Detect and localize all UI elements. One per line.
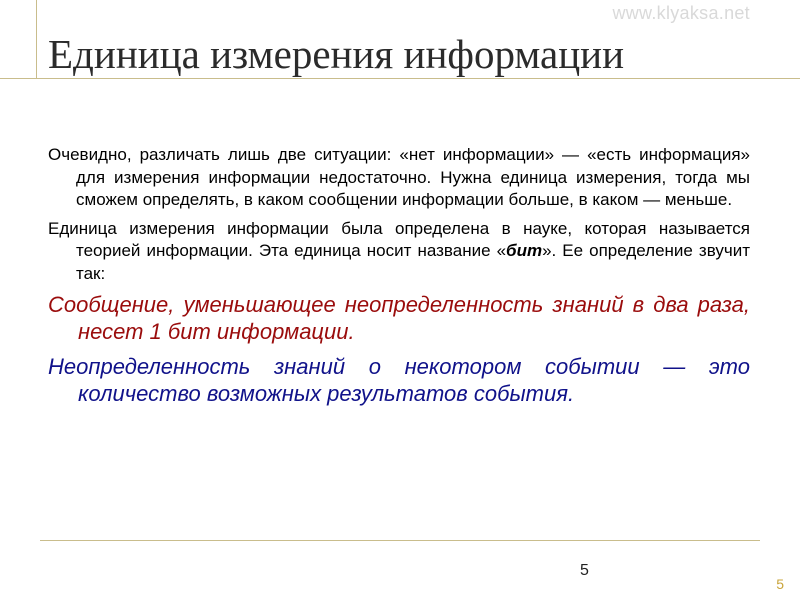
paragraph-information-theory bbox=[48, 218, 750, 286]
site-watermark: www.klyaksa.net bbox=[612, 3, 750, 23]
slide-number: 5 bbox=[776, 576, 784, 592]
uncertainty-definition: Неопределенность знаний о некотором событии — это количество возможных результатов события. bbox=[48, 354, 750, 406]
page-number: 5 bbox=[580, 562, 589, 579]
term-bit: бит bbox=[506, 241, 543, 260]
slide-title: Единица измерения информации bbox=[48, 31, 625, 77]
paragraph-information-theory-start: Единица измерения информации была определена в науке, которая называется теорией информации. Эта единица носит название « bbox=[48, 218, 750, 260]
title-vertical-rule bbox=[36, 0, 37, 78]
paragraph-situations: Очевидно, различать лишь две ситуации: «нет информации» — «есть информация» для измерения информации недостаточно. Нужна единица измерения, тогда мы сможем определять, в каком сообщении информации больше, в каком — меньше. bbox=[48, 145, 750, 209]
paragraph-information-theory-end: ». Ее определение звучит так: bbox=[76, 241, 750, 283]
title-horizontal-rule bbox=[0, 78, 800, 79]
bit-definition: Сообщение, уменьшающее неопределенность знаний в два раза, несет 1 бит информации. bbox=[48, 292, 750, 344]
footer-rule bbox=[40, 540, 760, 541]
slide-body bbox=[48, 144, 750, 415]
